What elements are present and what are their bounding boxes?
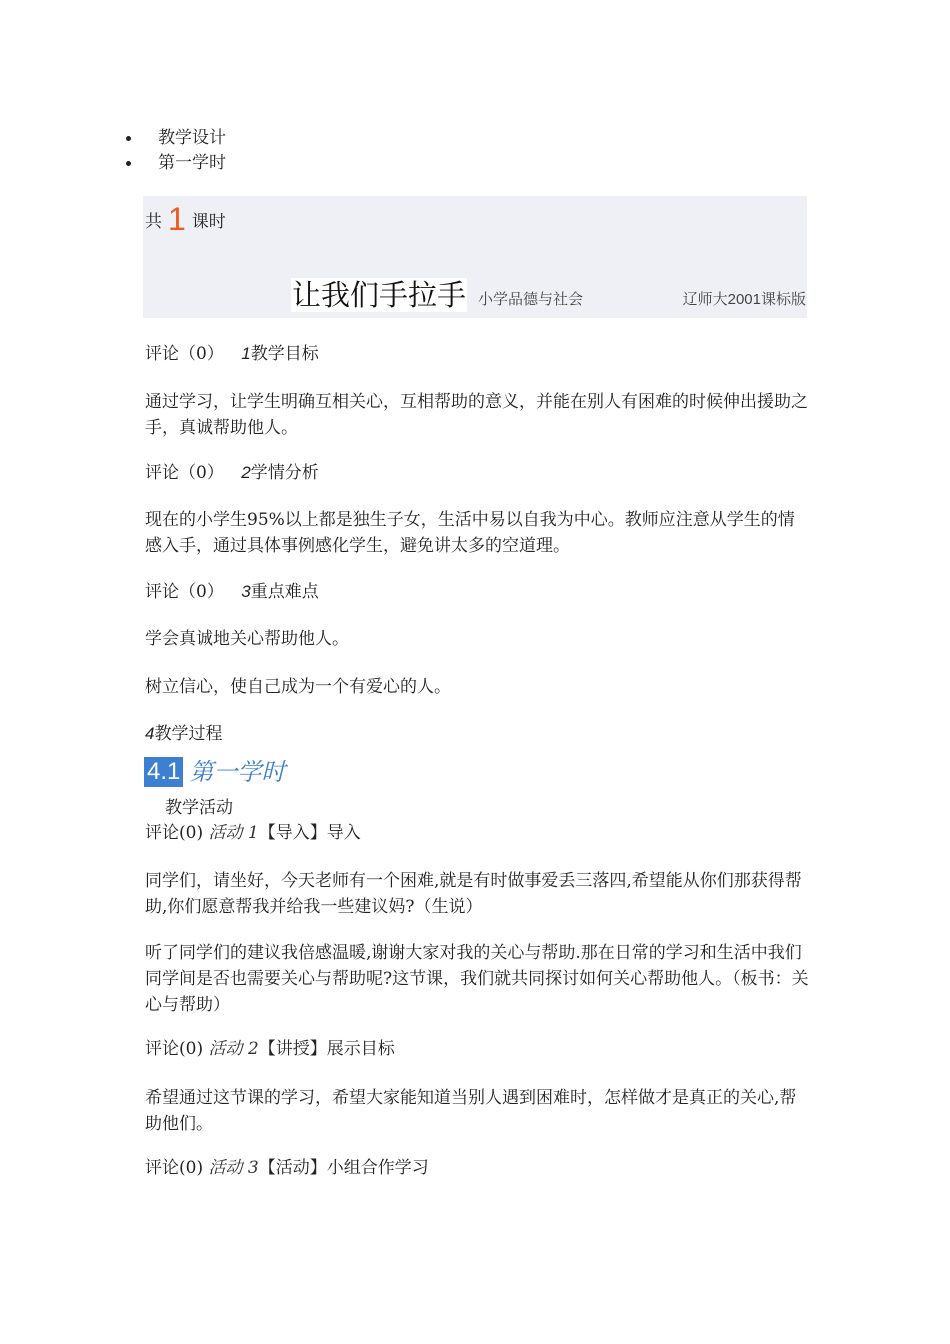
nav-bullet-list [126,126,226,176]
section-heading-key-points: 评论（0） 3重点难点 [145,582,319,602]
comment-link[interactable]: 评论(0) [145,1158,204,1178]
section-heading-process: 4教学过程 [145,724,223,744]
bullet-dot-icon [126,161,131,166]
comment-link[interactable]: 评论（0） [145,582,224,602]
lesson-title: 让我们手拉手 [292,278,467,312]
paragraph: 树立信心，使自己成为一个有爱心的人。 [145,677,451,697]
paragraph: 现在的小学生95%以上都是独生子女，生活中易以自我为中心。教师应注意从学生的情感入手，通过具体事例感化学生，避免讲太多的空道理。 [145,510,795,556]
paragraph: 学会真诚地关心帮助他人。 [145,629,349,649]
paragraph: 听了同学们的建议我倍感温暖,谢谢大家对我的关心与帮助.那在日常的学习和生活中我们同学间是否也需要关心与帮助呢?这节课，我们就共同探讨如何关心帮助他人。（板书：关心与帮助） [145,943,809,1015]
activities-label: 教学活动 [165,798,233,818]
bullet-dot-icon [126,136,131,141]
edition-label: 辽师大2001课标版 [682,290,806,308]
subsection-heading [144,756,285,788]
comment-link[interactable]: 评论(0) [145,823,204,843]
bullet-item-first-period[interactable]: 第一学时 [126,151,226,176]
comment-link[interactable]: 评论(0) [145,1039,204,1059]
activity-heading-2: 评论(0) 活动 2【讲授】展示目标 [145,1039,395,1059]
lesson-header [143,196,807,318]
activity-heading-1: 评论(0) 活动 1【导入】导入 [145,823,361,843]
activity-heading-3: 评论(0) 活动 3【活动】小组合作学习 [145,1158,429,1178]
subject-label: 小学品德与社会 [478,290,584,308]
paragraph: 同学们，请坐好，今天老师有一个困难,就是有时做事爱丢三落四,希望能从你们那获得帮助,你们愿意帮我并给我一些建议妈?（生说） [145,871,802,917]
comment-link[interactable]: 评论（0） [145,344,224,364]
subsection-title: 第一学时 [189,758,286,786]
section-heading-analysis: 评论（0） 2学情分析 [145,463,319,483]
paragraph: 通过学习，让学生明确互相关心，互相帮助的意义，并能在别人有困难的时候伸出援助之手，真诚帮助他人。 [145,392,808,438]
section-heading-objectives: 评论（0） 1教学目标 [145,344,319,364]
bullet-item-teaching-design[interactable]: 教学设计 [126,126,226,151]
paragraph: 希望通过这节课的学习，希望大家能知道当别人遇到困难时，怎样做才是真正的关心,帮助他们。 [145,1088,797,1134]
period-count: 共 1 课时 [145,201,226,237]
comment-link[interactable]: 评论（0） [145,463,224,483]
subsection-number: 4.1 [144,757,183,787]
